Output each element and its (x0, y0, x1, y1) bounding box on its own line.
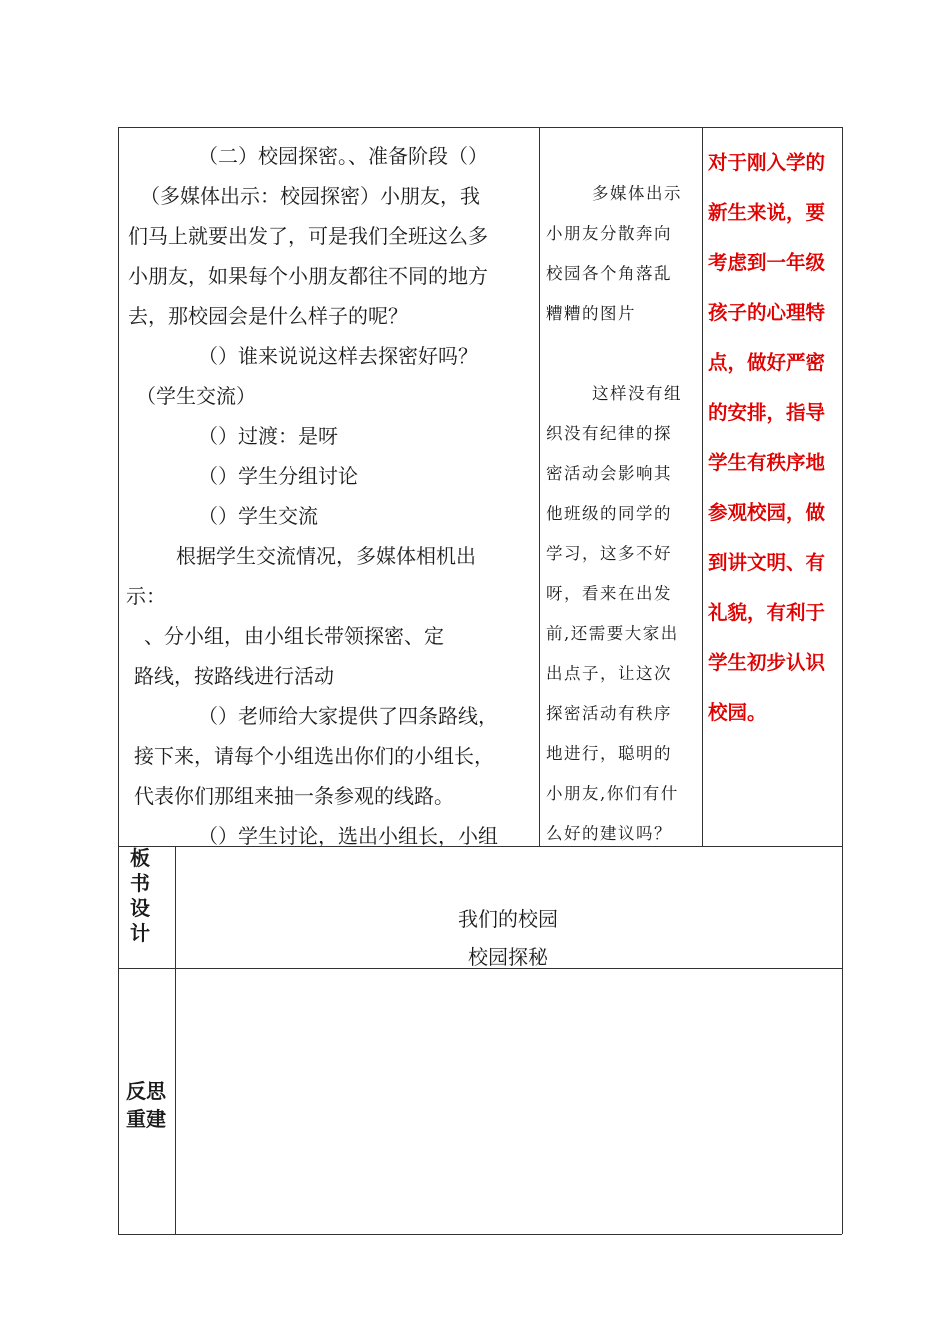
media-line: 校园各个角落乱 (546, 264, 672, 283)
lesson-line: 们马上就要出发了，可是我们全班这么多 (128, 224, 488, 248)
note-line: 对于刚入学的 (708, 151, 826, 174)
column-divider-note (702, 127, 703, 846)
media-line: 糟糟的图片 (546, 304, 636, 323)
media-line: 这样没有组 (592, 384, 682, 403)
lesson-line: （）学生交流 (198, 504, 318, 528)
lesson-line: （）老师给大家提供了四条路线， (198, 704, 498, 728)
lesson-line: 、分小组，由小组长带领探密、定 (144, 624, 444, 648)
reflection-label (126, 1077, 174, 1133)
media-line: 小朋友分散奔向 (546, 224, 672, 243)
note-line: 校园。 (708, 701, 767, 724)
note-line: 考虑到一年级 (708, 251, 826, 274)
reflection-label-line: 重建 (126, 1107, 166, 1131)
column-divider-media (539, 127, 540, 846)
reflection-label-line: 反思 (126, 1079, 166, 1103)
table-left-border (118, 127, 119, 1234)
media-line: 么好的建议吗？ (546, 824, 672, 843)
lesson-line: 路线，按路线进行活动 (134, 664, 334, 688)
lesson-line: （）学生讨论，选出小组长，小组 (198, 824, 498, 848)
lesson-line: 根据学生交流情况，多媒体相机出 (176, 544, 476, 568)
lesson-line: （）学生分组讨论 (198, 464, 358, 488)
table-bottom-border (118, 1234, 842, 1235)
media-line: 地进行，聪明的 (546, 744, 672, 763)
teaching-note (708, 138, 840, 738)
board-design-label (128, 846, 152, 946)
lesson-line: （）过渡：是呀 (198, 424, 338, 448)
note-line: 学生有秩序地 (708, 451, 826, 474)
media-line: 密活动会影响其 (546, 464, 672, 483)
lesson-line: （）谁来说说这样去探密好吗？ (198, 344, 478, 368)
lesson-line: （多媒体出示：校园探密）小朋友，我 (140, 184, 480, 208)
reflection-content-area (176, 969, 842, 1234)
lesson-line: 代表你们那组来抽一条参观的线路。 (134, 784, 454, 808)
board-label-char: 板 (130, 846, 150, 870)
media-line: 前,还需要大家出 (546, 624, 679, 643)
media-line: 探密活动有秩序 (546, 704, 672, 723)
note-line: 学生初步认识 (708, 651, 826, 674)
lesson-line: 接下来，请每个小组选出你们的小组长， (134, 744, 494, 768)
note-line: 到讲文明、有 (708, 551, 826, 574)
lesson-content (124, 136, 536, 856)
media-line: 多媒体出示 (592, 184, 682, 203)
media-line: 学习，这多不好 (546, 544, 672, 563)
board-label-char: 书 (130, 871, 150, 895)
board-title: 我们的校园 (458, 907, 558, 931)
media-line: 织没有纪律的探 (546, 424, 672, 443)
lesson-line: （二）校园探密。、准备阶段（） (198, 144, 488, 168)
note-line: 孩子的心理特 (708, 301, 826, 324)
note-line: 的安排，指导 (708, 401, 826, 424)
board-label-char: 计 (130, 921, 150, 945)
board-subtitle: 校园探秘 (468, 945, 548, 969)
board-label-char: 设 (130, 896, 150, 920)
lesson-line: 去，那校园会是什么样子的呢？ (128, 304, 408, 328)
media-block-1 (546, 174, 698, 334)
note-line: 礼貌，有利于 (708, 601, 826, 624)
media-block-2 (546, 374, 698, 854)
media-line: 出点子，让这次 (546, 664, 672, 683)
media-line: 他班级的同学的 (546, 504, 672, 523)
table-top-border (118, 127, 842, 128)
note-line: 新生来说，要 (708, 201, 826, 224)
media-line: 呀，看来在出发 (546, 584, 672, 603)
table-right-border (842, 127, 843, 1234)
media-line: 小朋友,你们有什 (546, 784, 679, 803)
note-line: 点，做好严密 (708, 351, 826, 374)
note-line: 参观校园，做 (708, 501, 826, 524)
lesson-line: 小朋友，如果每个小朋友都往不同的地方 (128, 264, 488, 288)
lesson-line: （学生交流） (136, 384, 256, 408)
lesson-line: 示： (126, 584, 166, 608)
